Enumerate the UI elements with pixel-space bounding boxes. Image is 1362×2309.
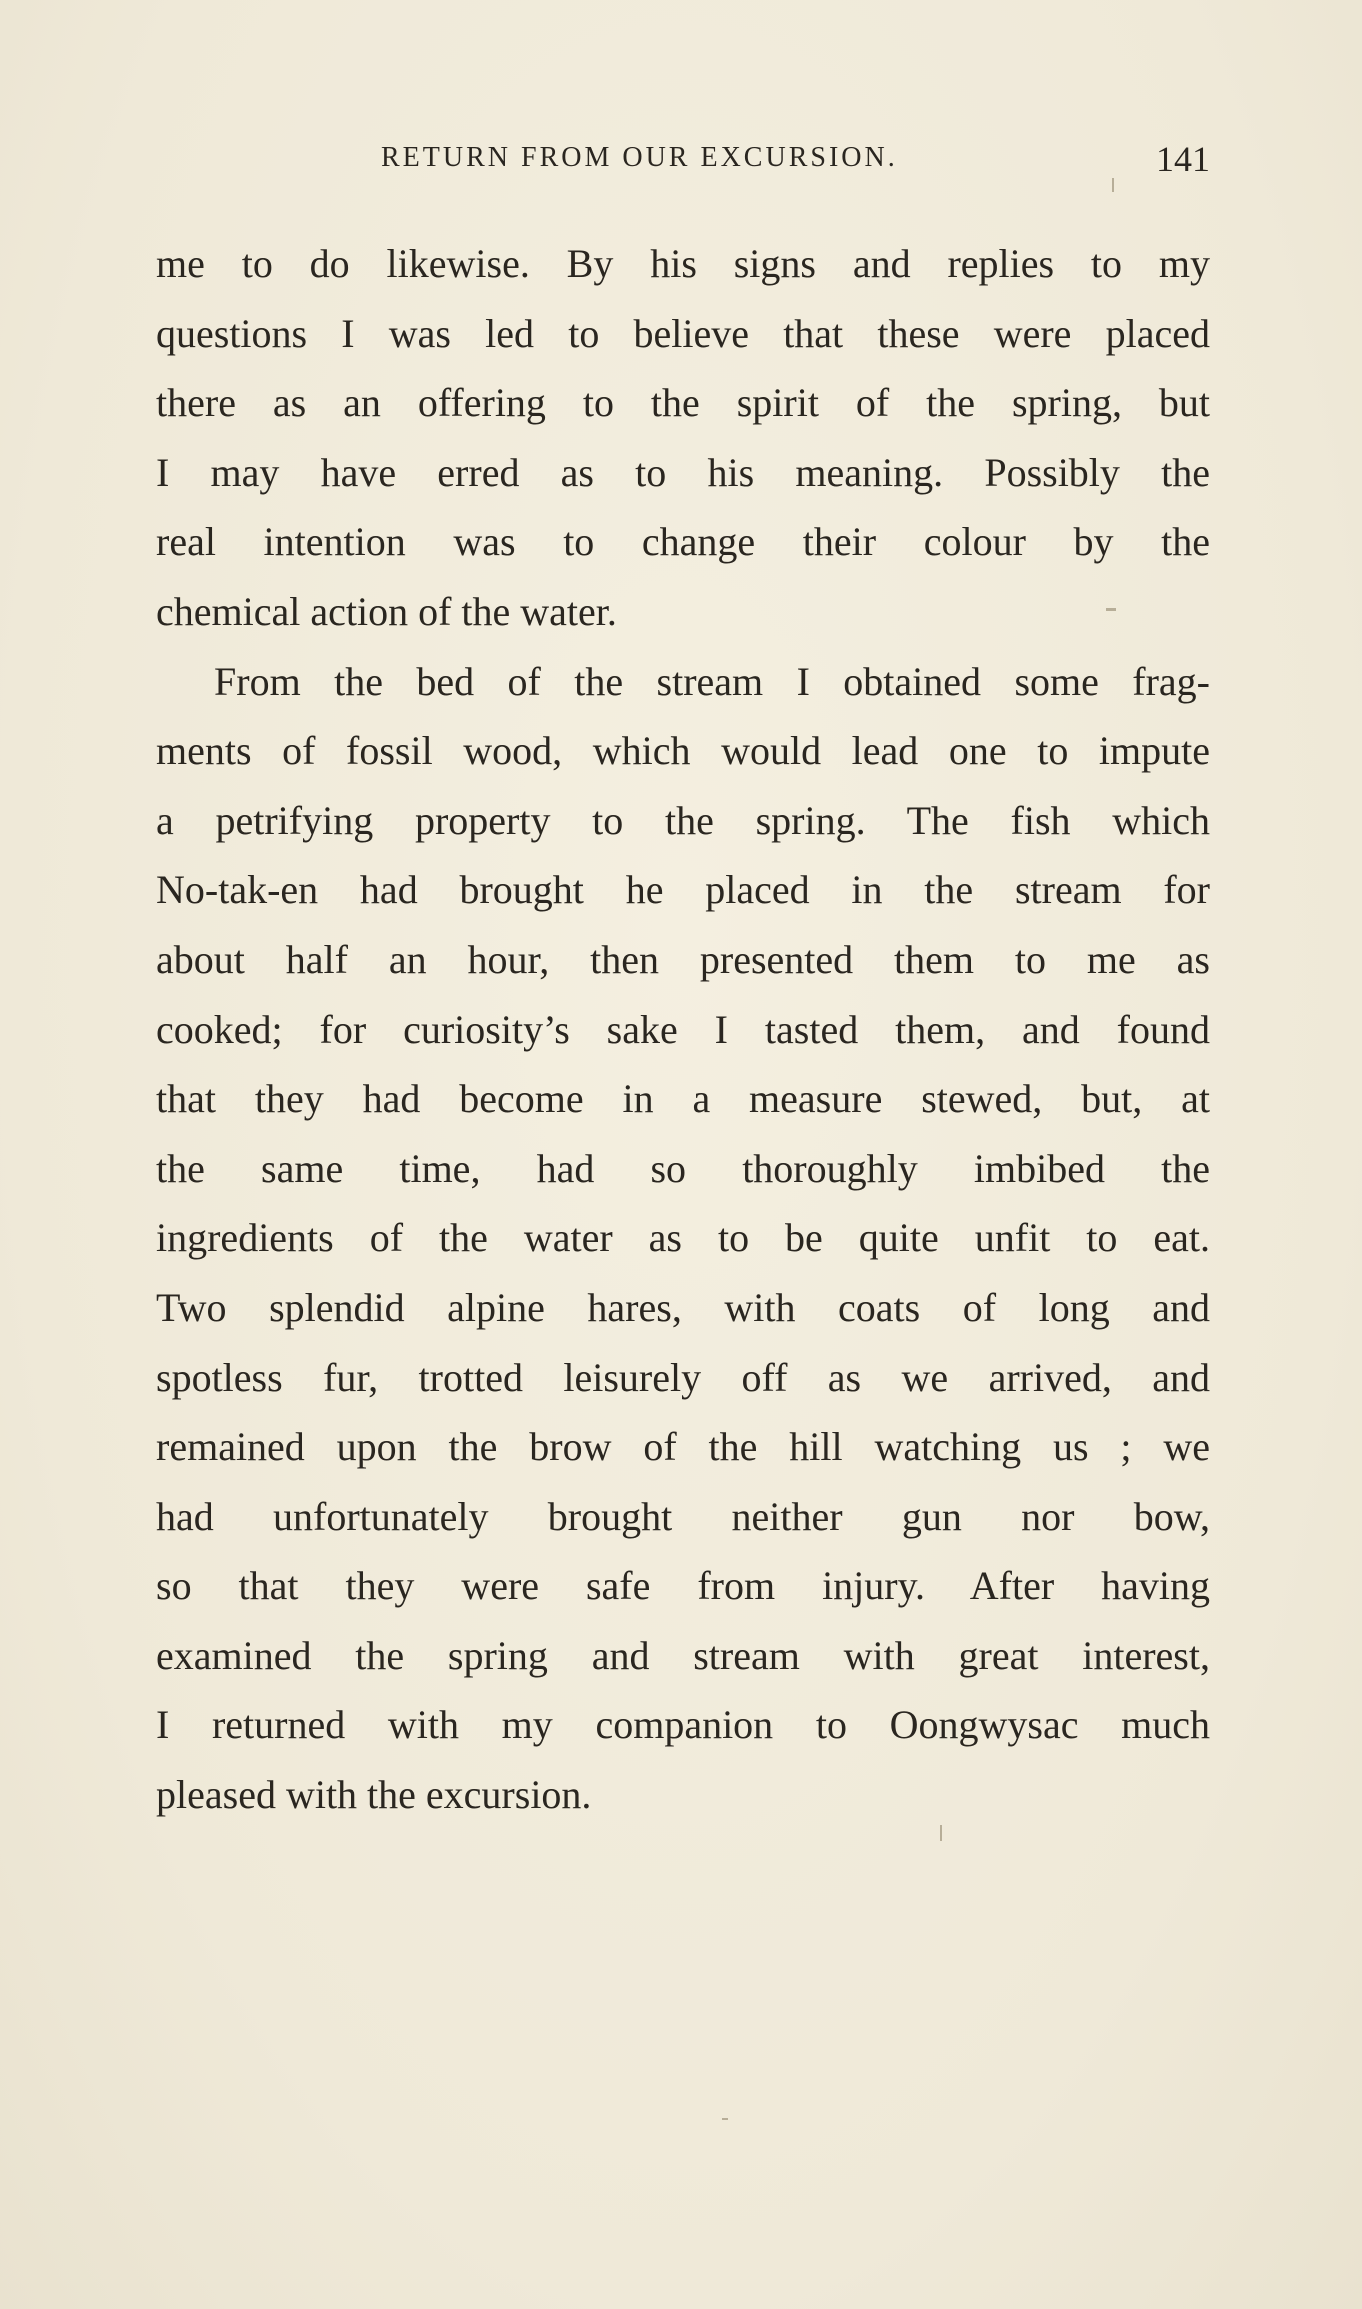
text-line-22: I returned with my companion to Oongwysac much (156, 1702, 1210, 1748)
text-line-14: the same time, had so thoroughly imbibed the (156, 1145, 1210, 1191)
running-title: RETURN FROM OUR EXCURSION. (381, 142, 898, 173)
text-line-10: No-tak-en had brought he placed in the stream for (156, 867, 1210, 913)
body-text (156, 229, 1210, 1830)
text-line-9: a petrifying property to the spring. The fish which (156, 797, 1210, 843)
text-line-12: cooked; for curiosity’s sake I tasted them, and found (156, 1006, 1210, 1052)
text-line-20: so that they were safe from injury. After having (156, 1563, 1210, 1609)
text-line-21: examined the spring and stream with great interest, (156, 1632, 1210, 1678)
text-line-19: had unfortunately brought neither gun nor bow, (156, 1493, 1210, 1539)
text-line-16: Two splendid alpine hares, with coats of long and (156, 1284, 1210, 1330)
text-line-3: there as an offering to the spirit of the spring, but (156, 380, 1210, 426)
text-line-5: real intention was to change their colour by the (156, 519, 1210, 565)
text-line-23-paragraph-end: pleased with the excursion. (156, 1772, 592, 1818)
text-line-11: about half an hour, then presented them to me as (156, 936, 1210, 982)
text-line-17: spotless fur, trotted leisurely off as we arrived, and (156, 1354, 1210, 1400)
text-line-4: I may have erred as to his meaning. Possibly the (156, 449, 1210, 495)
text-line-13: that they had become in a measure stewed, but, at (156, 1076, 1210, 1122)
text-line-2: questions I was led to believe that these were placed (156, 310, 1210, 356)
text-line-15: ingredients of the water as to be quite unfit to eat. (156, 1215, 1210, 1261)
text-line-18: remained upon the brow of the hill watching us ; we (156, 1424, 1210, 1470)
page-number: 141 (1156, 139, 1210, 179)
text-line-8: ments of fossil wood, which would lead one to impute (156, 728, 1210, 774)
text-line-1: me to do likewise. By his signs and replies to my (156, 241, 1210, 286)
paper-speck (722, 2118, 728, 2120)
text-line-7-paragraph-start: From the bed of the stream I obtained some frag- (214, 658, 1210, 704)
running-head (156, 138, 1210, 186)
text-line-6-paragraph-end: chemical action of the water. (156, 588, 617, 634)
